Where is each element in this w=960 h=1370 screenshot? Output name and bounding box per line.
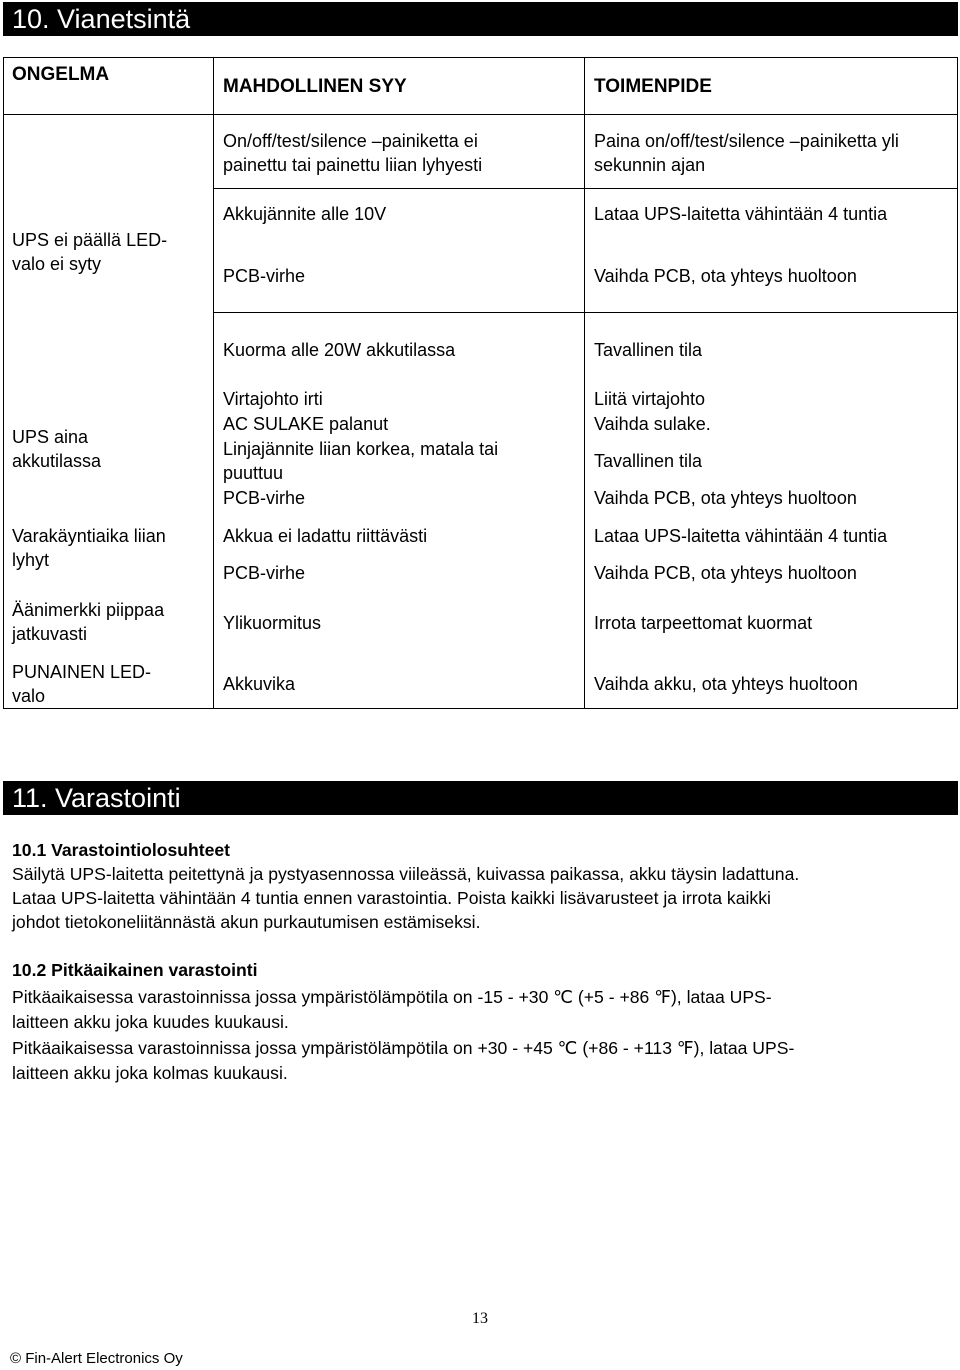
action-cell: Paina on/off/test/silence –painiketta yli — [594, 131, 899, 151]
action-cell: sekunnin ajan — [594, 155, 706, 175]
table-row-divider — [213, 312, 958, 313]
paragraph-line: Lataa UPS-laitetta vähintään 4 tuntia ennen varastointia. Poista kaikki lisävarusteet ja irrota kaikki — [12, 888, 771, 908]
paragraph-line: Pitkäaikaisessa varastoinnissa jossa ympäristölämpötila on +30 - +45 ℃ (+86 - +113 ℉), lataa UPS- — [12, 1038, 795, 1058]
action-cell: Vaihda akku, ota yhteys huoltoon — [594, 674, 858, 694]
action-cell: Vaihda PCB, ota yhteys huoltoon — [594, 563, 857, 583]
problem-cell: valo — [12, 686, 46, 706]
table-border-left — [3, 57, 4, 709]
section-10-title: 10. Vianetsintä — [3, 2, 958, 36]
cause-cell: PCB-virhe — [223, 488, 306, 508]
table-col-divider-2 — [584, 57, 585, 709]
cause-cell: On/off/test/silence –painiketta ei — [223, 131, 478, 151]
table-border-bottom — [3, 708, 958, 709]
cause-cell: puuttuu — [223, 463, 284, 483]
paragraph-line: laitteen akku joka kolmas kuukausi. — [12, 1063, 288, 1083]
action-cell: Vaihda PCB, ota yhteys huoltoon — [594, 266, 857, 286]
table-border-right — [957, 57, 958, 709]
paragraph-line: johdot tietokoneliitännästä akun purkautumisen estämiseksi. — [12, 912, 481, 932]
paragraph-line: Säilytä UPS-laitetta peitettynä ja pystyasennossa viileässä, kuivassa paikassa, akku täysin ladattuna. — [12, 864, 800, 884]
paragraph-line: Pitkäaikaisessa varastoinnissa jossa ympäristölämpötila on -15 - +30 ℃ (+5 - +86 ℉), lataa UPS- — [12, 987, 772, 1007]
cause-cell: Akkujännite alle 10V — [223, 204, 387, 224]
cause-cell: PCB-virhe — [223, 563, 306, 583]
header-problem: ONGELMA — [12, 64, 110, 85]
action-cell: Liitä virtajohto — [594, 389, 706, 409]
cause-cell: AC SULAKE palanut — [223, 414, 389, 434]
action-cell: Irrota tarpeettomat kuormat — [594, 613, 813, 633]
problem-cell: valo ei syty — [12, 254, 102, 274]
table-row-divider — [3, 114, 958, 115]
cause-cell: Kuorma alle 20W akkutilassa — [223, 340, 456, 360]
page-number: 13 — [472, 1310, 488, 1327]
problem-cell: UPS aina — [12, 427, 89, 447]
cause-cell: Ylikuormitus — [223, 613, 322, 633]
problem-cell: jatkuvasti — [12, 624, 88, 644]
action-cell: Lataa UPS-laitetta vähintään 4 tuntia — [594, 204, 888, 224]
cause-cell: Linjajännite liian korkea, matala tai — [223, 439, 499, 459]
section-11-title: 11. Varastointi — [3, 781, 958, 815]
action-cell: Tavallinen tila — [594, 340, 703, 360]
cause-cell: PCB-virhe — [223, 266, 306, 286]
action-cell: Tavallinen tila — [594, 451, 703, 471]
paragraph-line: laitteen akku joka kuudes kuukausi. — [12, 1012, 289, 1032]
action-cell: Lataa UPS-laitetta vähintään 4 tuntia — [594, 526, 888, 546]
header-cause: MAHDOLLINEN SYY — [223, 76, 407, 97]
problem-cell: UPS ei päällä LED- — [12, 230, 168, 250]
cause-cell: Virtajohto irti — [223, 389, 323, 409]
subsection-heading: 10.2 Pitkäaikainen varastointi — [12, 960, 258, 980]
cause-cell: painettu tai painettu liian lyhyesti — [223, 155, 483, 175]
subsection-heading: 10.1 Varastointiolosuhteet — [12, 840, 231, 860]
problem-cell: PUNAINEN LED- — [12, 662, 152, 682]
footer-copyright: © Fin-Alert Electronics Oy — [10, 1350, 183, 1367]
problem-cell: Äänimerkki piippaa — [12, 600, 165, 620]
header-action: TOIMENPIDE — [594, 76, 712, 97]
table-border-top — [3, 57, 958, 58]
problem-cell: akkutilassa — [12, 451, 102, 471]
table-row-divider — [213, 188, 958, 189]
action-cell: Vaihda sulake. — [594, 414, 711, 434]
action-cell: Vaihda PCB, ota yhteys huoltoon — [594, 488, 857, 508]
problem-cell: lyhyt — [12, 550, 50, 570]
problem-cell: Varakäyntiaika liian — [12, 526, 166, 546]
cause-cell: Akkua ei ladattu riittävästi — [223, 526, 428, 546]
cause-cell: Akkuvika — [223, 674, 296, 694]
table-col-divider-1 — [213, 57, 214, 709]
